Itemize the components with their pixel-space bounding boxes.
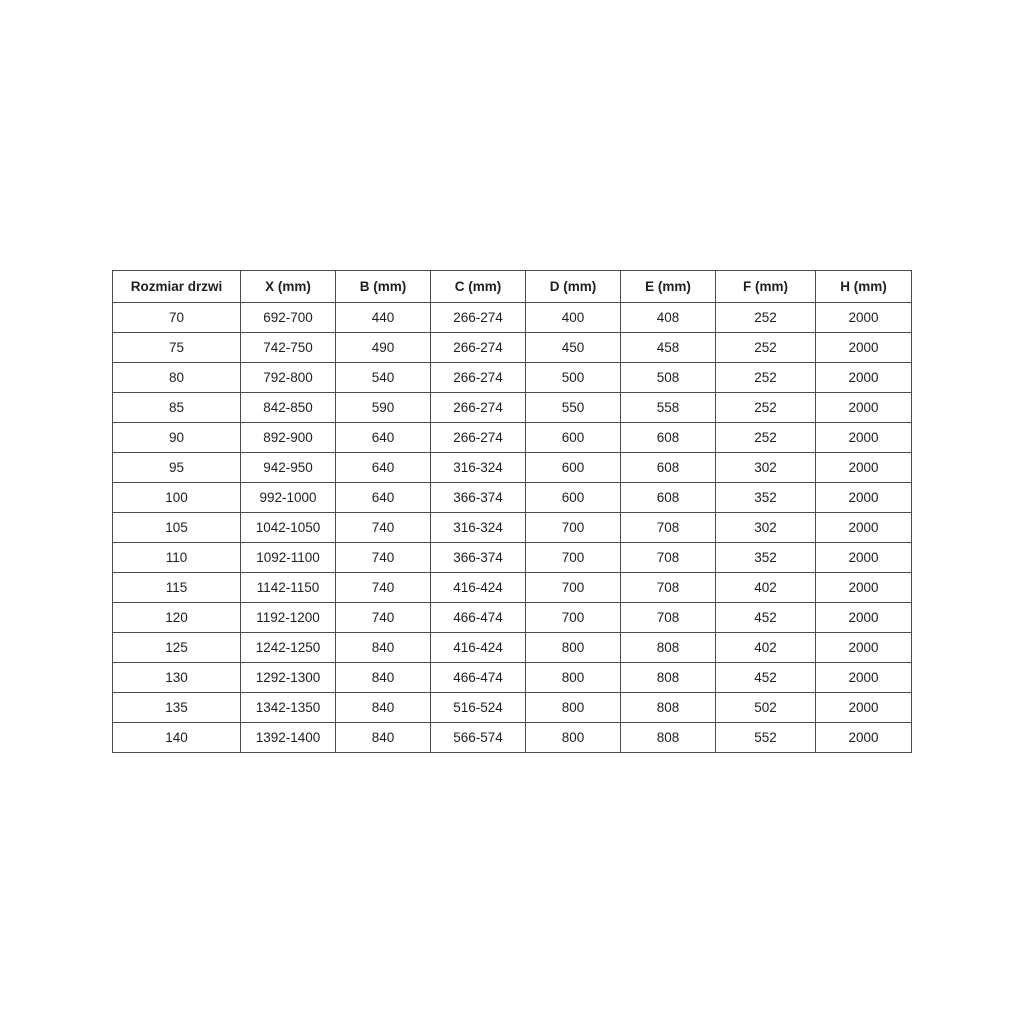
table-cell: 252 [716,333,816,363]
table-row [113,483,912,513]
table-cell: 466-474 [431,603,526,633]
table-cell: 608 [621,483,716,513]
table-cell: 508 [621,363,716,393]
table-cell: 2000 [816,303,912,333]
table-cell: 840 [336,663,431,693]
table-cell: 316-324 [431,453,526,483]
table-cell: 452 [716,603,816,633]
table-row [113,393,912,423]
table-cell: 2000 [816,453,912,483]
table-cell: 2000 [816,333,912,363]
table-cell: 466-474 [431,663,526,693]
table-header-cell: E (mm) [621,271,716,303]
table-cell: 500 [526,363,621,393]
table-cell: 140 [113,723,241,753]
table-cell: 252 [716,423,816,453]
table-cell: 840 [336,633,431,663]
door-size-spec-table-container [112,270,911,753]
table-cell: 1392-1400 [241,723,336,753]
table-cell: 2000 [816,363,912,393]
table-cell: 80 [113,363,241,393]
table-cell: 302 [716,513,816,543]
table-cell: 800 [526,663,621,693]
table-cell: 640 [336,483,431,513]
table-cell: 608 [621,423,716,453]
table-cell: 708 [621,603,716,633]
table-cell: 600 [526,453,621,483]
table-cell: 266-274 [431,393,526,423]
table-cell: 95 [113,453,241,483]
table-cell: 2000 [816,483,912,513]
table-header-cell: B (mm) [336,271,431,303]
table-cell: 1242-1250 [241,633,336,663]
table-cell: 402 [716,633,816,663]
table-cell: 740 [336,603,431,633]
table-cell: 708 [621,513,716,543]
table-cell: 400 [526,303,621,333]
table-cell: 2000 [816,633,912,663]
table-cell: 266-274 [431,333,526,363]
table-cell: 2000 [816,393,912,423]
table-cell: 85 [113,393,241,423]
table-cell: 70 [113,303,241,333]
table-cell: 1042-1050 [241,513,336,543]
table-cell: 992-1000 [241,483,336,513]
table-row [113,573,912,603]
table-row [113,633,912,663]
table-cell: 942-950 [241,453,336,483]
table-cell: 490 [336,333,431,363]
table-cell: 700 [526,513,621,543]
table-cell: 792-800 [241,363,336,393]
table-row [113,363,912,393]
table-cell: 640 [336,423,431,453]
table-cell: 130 [113,663,241,693]
table-cell: 252 [716,303,816,333]
table-cell: 742-750 [241,333,336,363]
table-cell: 100 [113,483,241,513]
table-row [113,453,912,483]
table-cell: 416-424 [431,573,526,603]
table-row [113,693,912,723]
table-cell: 1192-1200 [241,603,336,633]
table-cell: 800 [526,633,621,663]
table-cell: 2000 [816,693,912,723]
table-cell: 366-374 [431,483,526,513]
table-cell: 2000 [816,723,912,753]
table-row [113,513,912,543]
table-cell: 2000 [816,573,912,603]
table-cell: 540 [336,363,431,393]
table-header-row [113,271,912,303]
table-cell: 550 [526,393,621,423]
table-cell: 558 [621,393,716,423]
table-cell: 600 [526,423,621,453]
table-cell: 266-274 [431,423,526,453]
table-cell: 110 [113,543,241,573]
table-row [113,423,912,453]
table-cell: 416-424 [431,633,526,663]
table-cell: 252 [716,363,816,393]
table-cell: 552 [716,723,816,753]
table-cell: 125 [113,633,241,663]
table-cell: 800 [526,693,621,723]
table-cell: 808 [621,723,716,753]
table-cell: 115 [113,573,241,603]
table-cell: 808 [621,693,716,723]
table-cell: 840 [336,723,431,753]
table-cell: 266-274 [431,363,526,393]
table-cell: 840 [336,693,431,723]
table-cell: 808 [621,663,716,693]
table-cell: 135 [113,693,241,723]
table-cell: 708 [621,573,716,603]
table-cell: 600 [526,483,621,513]
table-cell: 120 [113,603,241,633]
table-cell: 708 [621,543,716,573]
table-row [113,303,912,333]
table-cell: 502 [716,693,816,723]
table-cell: 352 [716,543,816,573]
table-row [113,333,912,363]
table-cell: 402 [716,573,816,603]
table-cell: 808 [621,633,716,663]
table-cell: 590 [336,393,431,423]
table-cell: 1092-1100 [241,543,336,573]
table-row [113,723,912,753]
table-cell: 516-524 [431,693,526,723]
table-cell: 452 [716,663,816,693]
table-cell: 366-374 [431,543,526,573]
table-cell: 640 [336,453,431,483]
table-cell: 75 [113,333,241,363]
table-cell: 2000 [816,543,912,573]
table-cell: 1342-1350 [241,693,336,723]
table-cell: 2000 [816,423,912,453]
table-body [113,303,912,753]
table-cell: 700 [526,573,621,603]
table-cell: 458 [621,333,716,363]
table-header-cell: Rozmiar drzwi [113,271,241,303]
table-cell: 740 [336,573,431,603]
table-cell: 266-274 [431,303,526,333]
table-cell: 90 [113,423,241,453]
table-cell: 440 [336,303,431,333]
table-header-cell: D (mm) [526,271,621,303]
table-cell: 740 [336,543,431,573]
table-row [113,543,912,573]
table-cell: 842-850 [241,393,336,423]
table-cell: 1142-1150 [241,573,336,603]
table-row [113,603,912,633]
table-cell: 450 [526,333,621,363]
table-cell: 892-900 [241,423,336,453]
table-cell: 252 [716,393,816,423]
table-cell: 2000 [816,603,912,633]
table-cell: 692-700 [241,303,336,333]
table-cell: 566-574 [431,723,526,753]
table-cell: 316-324 [431,513,526,543]
table-row [113,663,912,693]
table-cell: 1292-1300 [241,663,336,693]
table-header-cell: C (mm) [431,271,526,303]
table-cell: 302 [716,453,816,483]
table-cell: 800 [526,723,621,753]
table-header-cell: X (mm) [241,271,336,303]
table-cell: 700 [526,543,621,573]
table-cell: 608 [621,453,716,483]
table-cell: 700 [526,603,621,633]
table-cell: 408 [621,303,716,333]
table-cell: 105 [113,513,241,543]
table-cell: 352 [716,483,816,513]
table-cell: 2000 [816,513,912,543]
table-cell: 740 [336,513,431,543]
table-header-cell: H (mm) [816,271,912,303]
table-header-cell: F (mm) [716,271,816,303]
table-cell: 2000 [816,663,912,693]
door-size-spec-table [112,270,912,753]
